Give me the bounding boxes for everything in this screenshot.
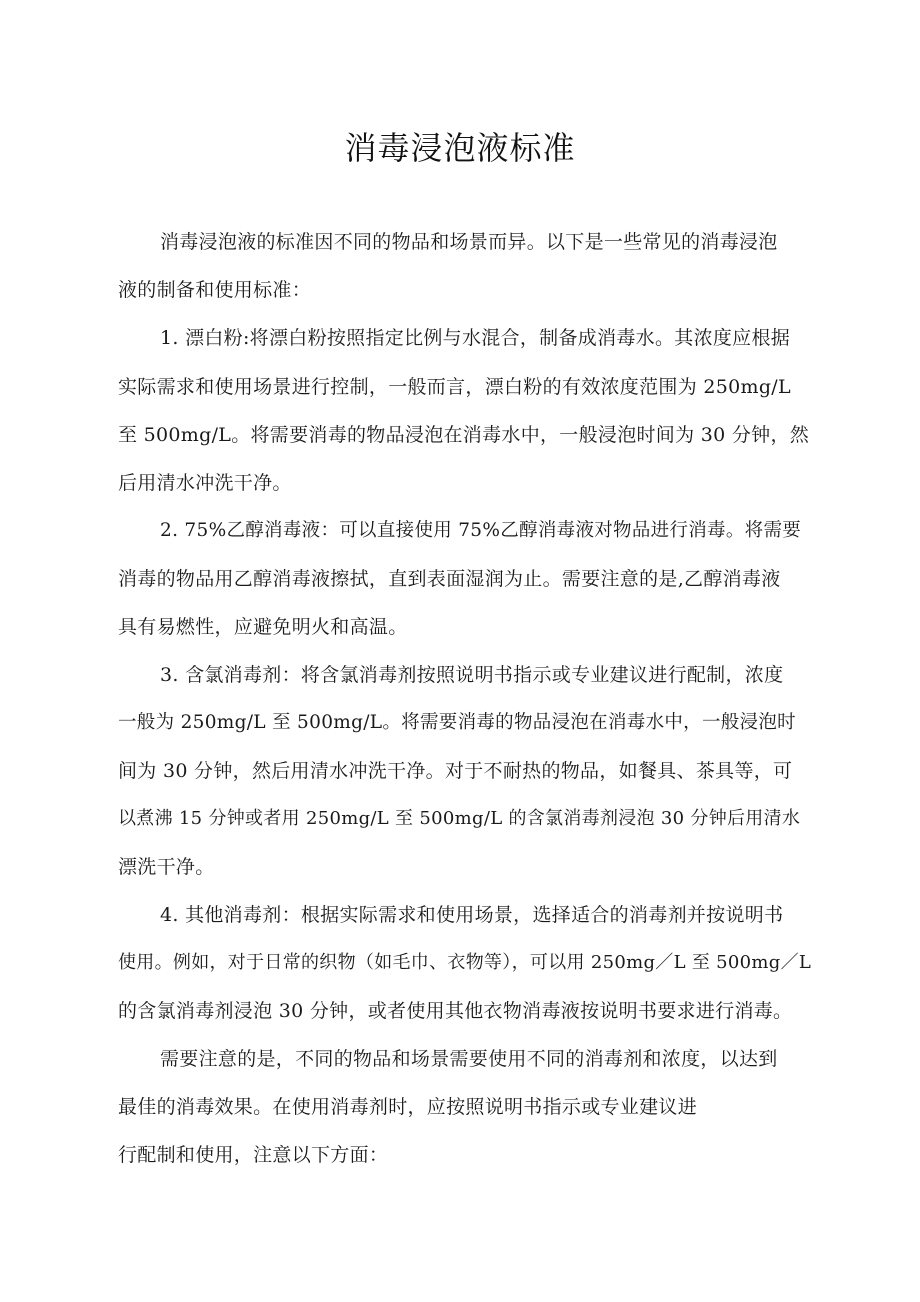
item-3-line: 3. 含氯消毒剂：将含氯消毒剂按照说明书指示或专业建议进行配制，浓度 [160,664,784,686]
intro-paragraph-line: 液的制备和使用标准： [118,279,312,301]
item-1-line: 至 500mg/L。将需要消毒的物品浸泡在消毒水中，一般浸泡时间为 30 分钟，然 [118,424,810,446]
item-4-line: 的含氯消毒剂浸泡 30 分钟，或者使用其他衣物消毒液按说明书要求进行消毒。 [118,1000,793,1022]
item-3-line: 以煮沸 15 分钟或者用 250mg/L 至 500mg/L 的含氯消毒剂浸泡 30 分钟后用清水 [118,808,801,829]
item-1-line: 1. 漂白粉:将漂白粉按照指定比例与水混合，制备成消毒水。其浓度应根据 [160,327,791,349]
item-1-line: 后用清水冲洗干净。 [118,472,292,494]
item-2-line: 具有易燃性，应避免明火和高温。 [118,616,408,638]
intro-paragraph-line: 消毒浸泡液的标准因不同的物品和场景而异。以下是一些常见的消毒浸泡 [160,231,778,253]
item-3-line: 漂洗干净。 [118,856,215,878]
page-title: 消毒浸泡液标准 [344,129,576,167]
item-2-line: 2. 75%乙醇消毒液：可以直接使用 75%乙醇消毒液对物品进行消毒。将需要 [160,520,802,541]
item-3-line: 一般为 250mg/L 至 500mg/L。将需要消毒的物品浸泡在消毒水中，一般浸泡时 [118,712,796,733]
note-paragraph-line: 行配制和使用，注意以下方面： [118,1144,389,1166]
item-4-line: 使用。例如，对于日常的织物（如毛巾、衣物等），可以用 250mg／L 至 500mg／L [118,952,812,973]
item-1-line: 实际需求和使用场景进行控制，一般而言，漂白粉的有效浓度范围为 250mg/L [118,376,791,398]
item-2-line: 消毒的物品用乙醇消毒液擦拭，直到表面湿润为止。需要注意的是,乙醇消毒液 [118,568,781,590]
item-4-line: 4. 其他消毒剂：根据实际需求和使用场景，选择适合的消毒剂并按说明书 [160,904,784,926]
item-3-line: 间为 30 分钟，然后用清水冲洗干净。对于不耐热的物品，如餐具、茶具等，可 [118,760,793,782]
note-paragraph-line: 需要注意的是，不同的物品和场景需要使用不同的消毒剂和浓度，以达到 [160,1048,778,1070]
note-paragraph-line: 最佳的消毒效果。在使用消毒剂时，应按照说明书指示或专业建议进 [118,1096,698,1118]
